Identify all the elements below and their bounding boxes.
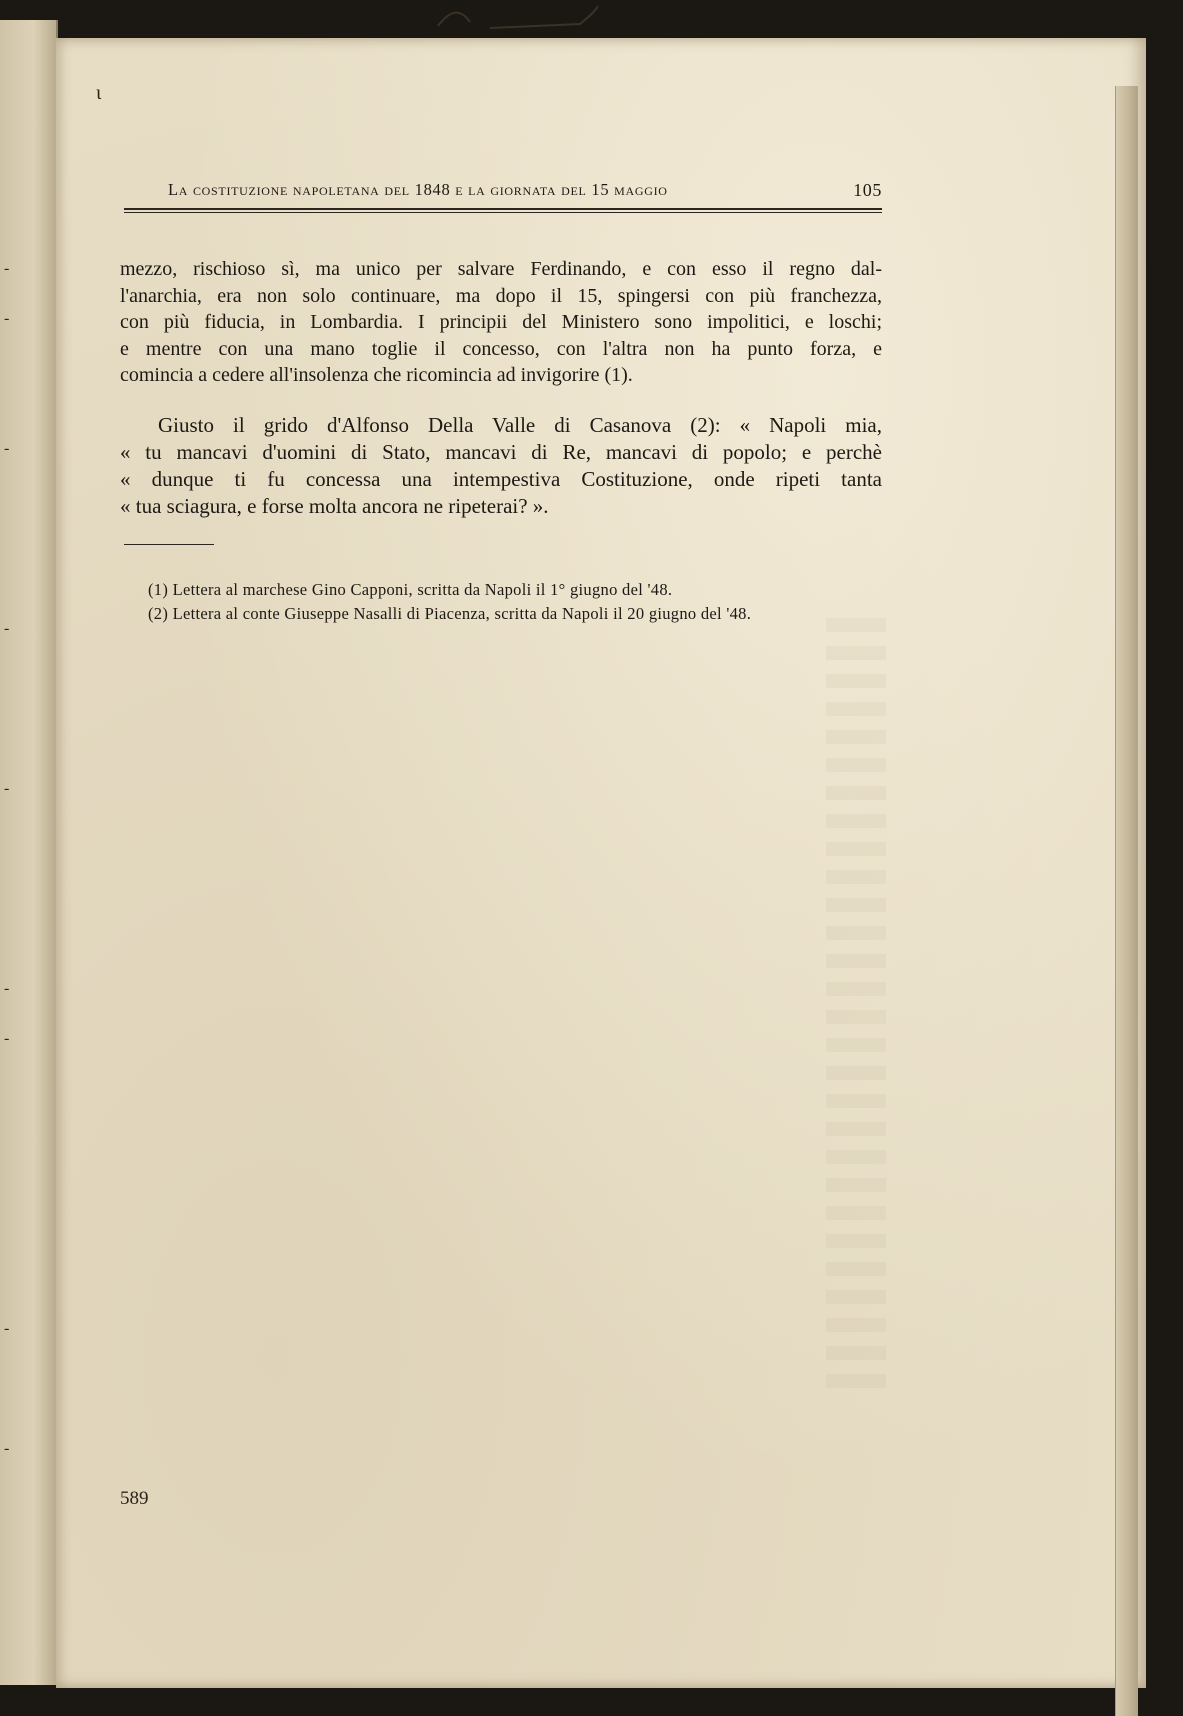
- left-facing-page: [0, 20, 58, 1685]
- page-edge: [1115, 86, 1138, 1716]
- footnote-2: (2) Lettera al conte Giuseppe Nasalli di Piacenza, scritta da Napoli il 20 giugno del '48.: [148, 604, 752, 623]
- text-line: comincia a cedere all'insolenza che ricomincia ad invigorire (1).: [120, 364, 633, 386]
- text-line: e mentre con una mano toglie il concesso, con l'altra non ha punto forza, e: [120, 337, 882, 360]
- text-line: con più fiducia, in Lombardia. I principii del Ministero sono impolitici, e loschi;: [120, 311, 882, 333]
- text-line: mezzo, rischioso sì, ma unico per salvare Ferdinando, e con esso il regno dal-: [120, 258, 882, 280]
- footnotes: [148, 578, 888, 626]
- margin-mark: -: [4, 260, 10, 277]
- corner-mark: ι: [96, 82, 102, 104]
- margin-mark: -: [4, 1440, 10, 1457]
- footnote-1: (1) Lettera al marchese Gino Capponi, scritta da Napoli il 1° giugno del '48.: [148, 580, 673, 599]
- header-rule-thin: [124, 212, 882, 213]
- pencil-scribble: [430, 4, 600, 34]
- margin-mark: -: [4, 440, 10, 457]
- text-line: « dunque ti fu concessa una intempestiva Costituzione, onde ripeti tanta: [120, 467, 882, 491]
- text-line: « tua sciagura, e forse molta ancora ne ripeterai? ».: [120, 494, 549, 518]
- page-number: 105: [853, 180, 882, 200]
- footnote-rule: [124, 544, 214, 545]
- margin-mark: -: [4, 310, 10, 327]
- paragraph-2: [120, 412, 882, 520]
- margin-mark: -: [4, 1030, 10, 1047]
- signature-number: 589: [120, 1488, 149, 1509]
- header-rule: [124, 208, 882, 210]
- running-title: La costituzione napoletana del 1848 e la giornata del 15 maggio: [168, 180, 668, 199]
- margin-mark: -: [4, 1320, 10, 1337]
- margin-mark: -: [4, 620, 10, 637]
- text-line: Giusto il grido d'Alfonso Della Valle di Casanova (2): « Napoli mia,: [158, 413, 882, 437]
- margin-mark: -: [4, 780, 10, 797]
- paragraph-1: [120, 256, 882, 389]
- text-line: l'anarchia, era non solo continuare, ma dopo il 15, spingersi con più franchezza,: [120, 284, 882, 307]
- margin-mark: -: [4, 980, 10, 997]
- text-line: « tu mancavi d'uomini di Stato, mancavi di Re, mancavi di popolo; e perchè: [120, 440, 882, 464]
- document-page: [56, 38, 1146, 1688]
- bleed-through: [826, 618, 886, 1398]
